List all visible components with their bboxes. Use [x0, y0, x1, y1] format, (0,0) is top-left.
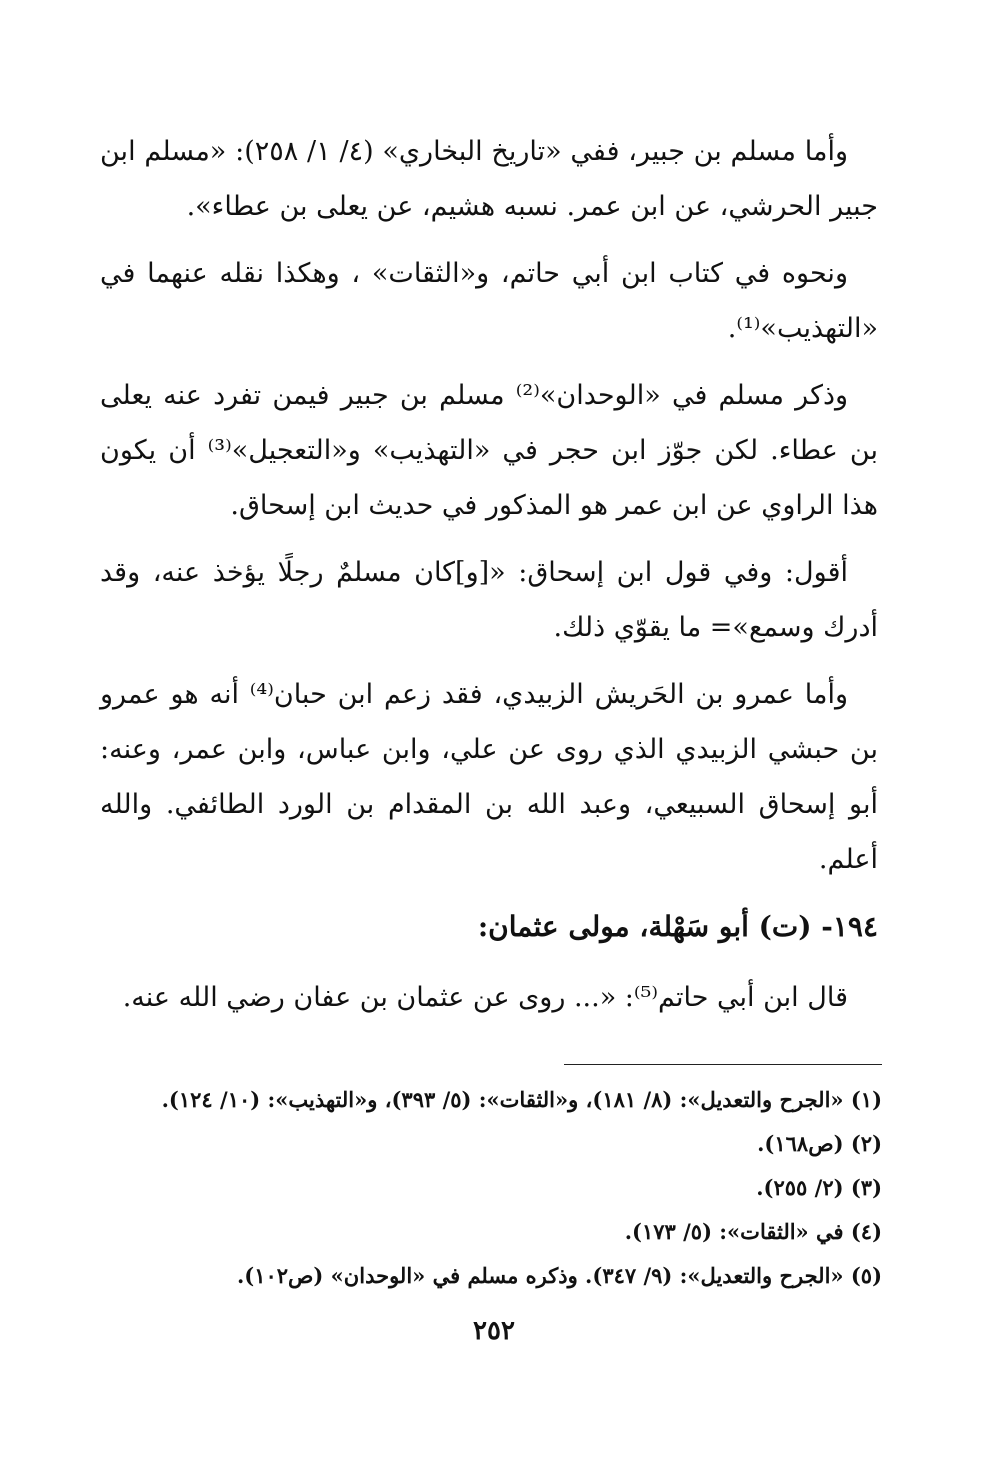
footnote-divider: [564, 1064, 882, 1065]
paragraph-ibn-abi-hatim: ونحوه في كتاب ابن أبي حاتم، و«الثقات» ، وهكذا نقله عنهما في «التهذيب»⁽¹⁾.: [100, 258, 878, 344]
entry-heading: ١٩٤- (ت) أبو سَهْلة، مولى عثمان:: [477, 910, 878, 943]
paragraph-amr-ibn-alharish: وأما عمرو بن الحَريش الزبيدي، فقد زعم ابن حبان⁽⁴⁾ أنه هو عمرو بن حبشي الزبيدي الذي روى عن علي، وابن عباس، وابن عمر، وعنه: أبو إسحاق السبيعي، وعبد الله بن المقدام بن الورد الطائفي. والله أعلم.: [100, 679, 878, 875]
footnote-2: (٢) (ص١٦٨).: [757, 1131, 882, 1156]
footnote-4: (٤) في «الثقات»: (٥/ ١٧٣).: [624, 1219, 882, 1244]
page-number: ٢٥٢: [473, 1316, 515, 1346]
footnote-3: (٣) (٢/ ٢٥٥).: [756, 1175, 882, 1200]
footnote-1: (١) «الجرح والتعديل»: (٨/ ١٨١)، و«الثقات»: (٥/ ٣٩٣)، و«التهذيب»: (١٠/ ١٢٤).: [161, 1087, 882, 1112]
main-text: [100, 124, 878, 1037]
footnote-5: (٥) «الجرح والتعديل»: (٩/ ٣٤٧). وذكره مسلم في «الوحدان» (ص١٠٢).: [236, 1263, 882, 1288]
paragraph-wahdan: وذكر مسلم في «الوحدان»⁽²⁾ مسلم بن جبير فيمن تفرد عنه يعلى بن عطاء. لكن جوّز ابن حجر في «التهذيب» و«التعجيل»⁽³⁾ أن يكون هذا الراوي عن ابن عمر هو المذكور في حديث ابن إسحاق.: [100, 380, 878, 521]
paragraph-closing: قال ابن أبي حاتم⁽⁵⁾: «... روى عن عثمان بن عفان رضي الله عنه.: [122, 982, 848, 1013]
paragraph-muslim-ibn-jubayr: وأما مسلم بن جبير، ففي «تاريخ البخاري» (٤/ ١/ ٢٥٨): «مسلم ابن جبير الحرشي، عن ابن عمر. نسبه هشيم، عن يعلى بن عطاء».: [100, 136, 878, 222]
paragraph-aqul: أقول: وفي قول ابن إسحاق: «[و]كان مسلمٌ رجلًا يؤخذ عنه، وقد أدرك وسمع»= ما يقوّي ذلك.: [100, 557, 878, 643]
footnotes: [110, 1078, 882, 1298]
